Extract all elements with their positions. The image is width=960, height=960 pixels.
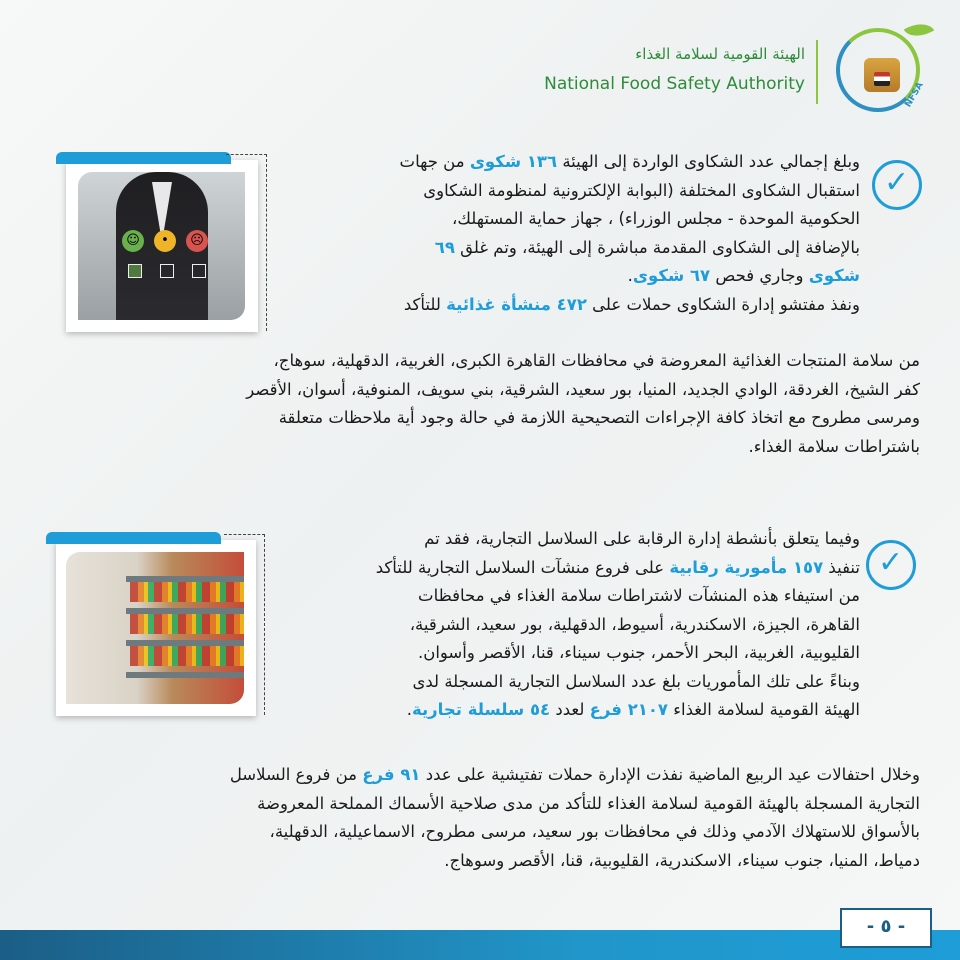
text-line: وخلال احتفالات عيد الربيع الماضية نفذت الإدارة حملات تفتيشية على عدد ٩١ فرع من فروع السلاسل — [229, 765, 920, 784]
section2-intro — [280, 525, 860, 725]
text-line: الحكومية الموحدة - مجلس الوزراء) ، جهاز حماية المستهلك، — [452, 209, 860, 228]
text-line: ومرسى مطروح مع اتخاذ كافة الإجراءات التصحيحية اللازمة في حالة وجود أية ملاحظات متعلقة — [278, 408, 920, 427]
supermarket-aisle-photo — [66, 552, 244, 704]
text-line: وفيما يتعلق بأنشطة إدارة الرقابة على السلاسل التجارية، فقد تم — [424, 529, 860, 548]
leaf-icon — [904, 17, 935, 44]
section2-body — [40, 761, 920, 875]
text-line: بالإضافة إلى الشكاوى المقدمة مباشرة إلى الهيئة، وتم غلق ٦٩ — [434, 237, 860, 257]
shelf — [126, 672, 244, 678]
check-circle-icon: ✓ — [866, 540, 916, 590]
header-divider — [816, 40, 818, 104]
text-line: باشتراطات سلامة الغذاء. — [748, 436, 920, 456]
feedback-photo — [78, 172, 245, 320]
products — [130, 614, 244, 634]
text-line: التجارية المسجلة بالهيئة القومية لسلامة الغذاء للتأكد من مدى صلاحية الأسماك المملحة المعروضة — [257, 793, 920, 813]
checked-box-icon — [128, 264, 142, 278]
footer-bar — [0, 930, 960, 960]
section1-body — [40, 347, 920, 461]
org-name-en: National Food Safety Authority — [544, 74, 805, 94]
page-number: - ٥ - — [840, 908, 932, 948]
text-line: استقبال الشكاوى المختلفة (البوابة الإلكترونية لمنظومة الشكاوى — [423, 180, 860, 200]
supermarket-photo-frame — [56, 540, 256, 716]
text-line: من سلامة المنتجات الغذائية المعروضة في محافظات القاهرة الكبرى، الغربية، الدقهلية، سوهاج، — [273, 351, 920, 370]
text-line: شكوى وجاري فحص ٦٧ شكوى. — [627, 266, 860, 285]
org-name-ar: الهيئة القومية لسلامة الغذاء — [635, 45, 805, 63]
section1-intro — [280, 148, 860, 319]
frame-tab — [56, 152, 231, 164]
text-line: القاهرة، الجيزة، الاسكندرية، أسيوط، الدقهلية، بور سعيد، الشرقية، — [409, 614, 860, 634]
empty-box-icon — [160, 264, 174, 278]
eagle-emblem-icon — [864, 58, 900, 92]
text-line: دمياط، المنيا، جنوب سيناء، الاسكندرية، القليوبية، قنا، الأقصر وسوهاج. — [444, 850, 920, 870]
text-line: من استيفاء هذه المنشآت لاشتراطات سلامة الغذاء في محافظات — [418, 586, 860, 605]
logo-abbr: NFSA — [903, 80, 926, 110]
happy-face-icon: ☺ — [122, 230, 144, 252]
text-line: ونفذ مفتشو إدارة الشكاوى حملات على ٤٧٢ منشأة غذائية للتأكد — [403, 294, 860, 314]
text-line: الهيئة القومية لسلامة الغذاء ٢١٠٧ فرع لعدد ٥٤ سلسلة تجارية. — [406, 700, 860, 719]
text-line: كفر الشيخ، الغردقة، الوادي الجديد، المنيا، بور سعيد، الشرقية، بني سويف، المنوفية، أسوان، الأقصر — [246, 379, 920, 399]
neutral-face-icon: • — [154, 230, 176, 252]
text-line: بالأسواق للاستهلاك الآدمي وذلك في محافظات بور سعيد، مرسى مطروح، الاسماعيلية، الدقهلية، — [269, 822, 920, 841]
nfsa-logo — [823, 20, 938, 125]
complaints-photo-frame — [66, 160, 258, 332]
sad-face-icon: ☹ — [186, 230, 208, 252]
text-line: وبناءً على تلك المأموريات بلغ عدد السلاسل التجارية المسجلة لدى — [412, 671, 860, 691]
text-line: تنفيذ ١٥٧ مأمورية رقابية على فروع منشآت السلاسل التجارية للتأكد — [375, 557, 860, 577]
text-line: القليوبية، الغربية، البحر الأحمر، جنوب سيناء، قنا، الأقصر وأسوان. — [417, 643, 860, 662]
frame-tab — [46, 532, 221, 544]
check-circle-icon: ✓ — [872, 160, 922, 210]
products — [130, 646, 244, 666]
empty-box-icon — [192, 264, 206, 278]
products — [130, 582, 244, 602]
text-line: وبلغ إجمالي عدد الشكاوى الواردة إلى الهيئة ١٣٦ شكوى من جهات — [399, 152, 860, 171]
